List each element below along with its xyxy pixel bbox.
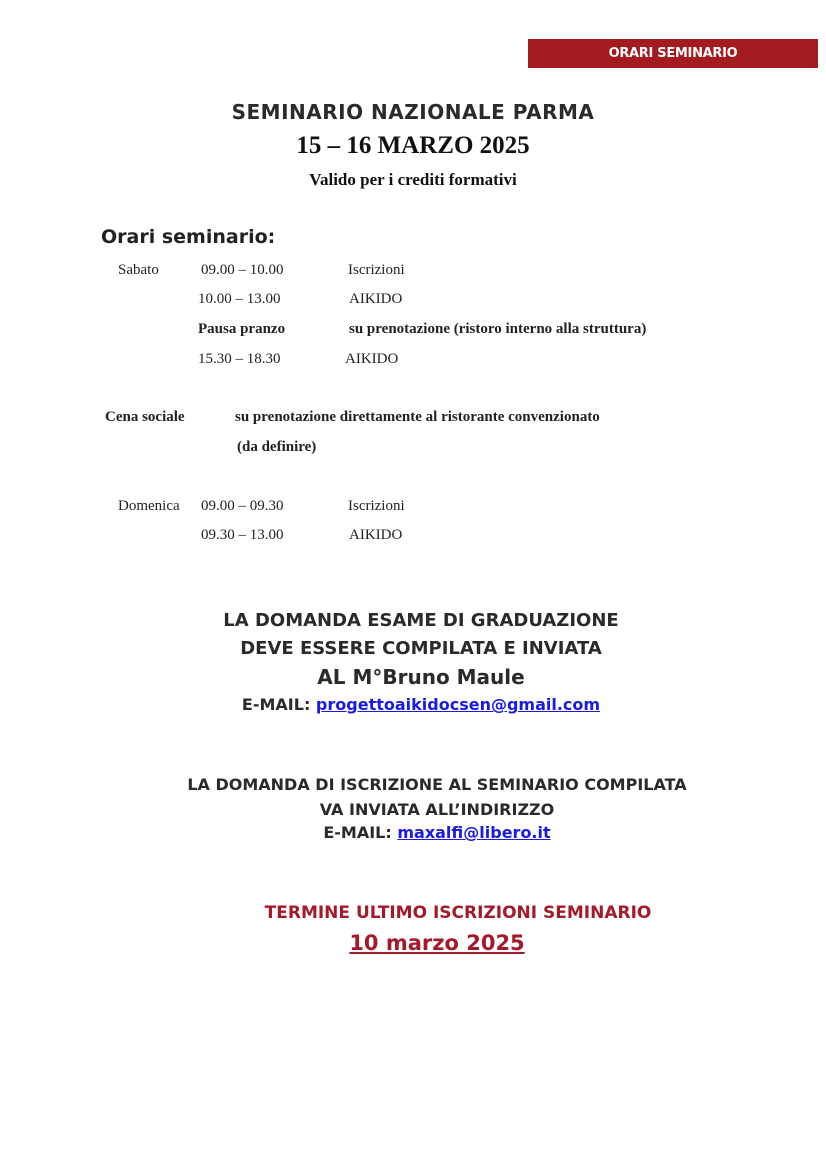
schedule-heading: Orari seminario: (101, 226, 276, 248)
schedule-activity: AIKIDO (349, 291, 403, 307)
graduation-line-1: LA DOMANDA ESAME DI GRADUAZIONE (223, 610, 619, 631)
lunch-break-label: Pausa pranzo (198, 321, 286, 337)
schedule-activity: Iscrizioni (348, 498, 405, 514)
sunday-label: Domenica (118, 498, 180, 514)
email-label: E-MAIL: (241, 695, 311, 714)
schedule-time: 09.00 – 09.30 (201, 498, 284, 514)
registration-line-2: VA INVIATA ALL’INDIRIZZO (319, 800, 555, 819)
registration-line-1: LA DOMANDA DI ISCRIZIONE AL SEMINARIO COMPILATA (187, 775, 687, 794)
dinner-text: su prenotazione direttamente al ristorante convenzionato (235, 409, 600, 425)
schedule-activity: AIKIDO (349, 527, 403, 543)
event-title: SEMINARIO NAZIONALE PARMA (231, 100, 595, 124)
registration-email-link[interactable]: maxalfi@libero.it (397, 823, 551, 842)
event-dates: 15 – 16 MARZO 2025 (296, 132, 530, 159)
schedule-activity: Iscrizioni (348, 262, 405, 278)
schedule-time: 09.00 – 10.00 (201, 262, 284, 278)
saturday-label: Sabato (118, 262, 159, 278)
dinner-note: (da definire) (237, 439, 317, 455)
schedule-time: 09.30 – 13.00 (201, 527, 284, 543)
graduation-email-line (8, 695, 826, 714)
deadline-date: 10 marzo 2025 (349, 931, 525, 955)
registration-email-line (24, 823, 826, 842)
credits-note: Valido per i crediti formativi (309, 170, 517, 189)
schedule-time: 15.30 – 18.30 (198, 351, 281, 367)
graduation-line-3: AL M°Bruno Maule (317, 665, 525, 689)
header-tab: ORARI SEMINARIO (528, 39, 818, 68)
email-label: E-MAIL: (323, 823, 392, 842)
deadline-label: TERMINE ULTIMO ISCRIZIONI SEMINARIO (264, 903, 652, 923)
graduation-email-link[interactable]: progettoaikidocsen@gmail.com (315, 695, 601, 714)
dinner-label: Cena sociale (105, 409, 185, 425)
schedule-time: 10.00 – 13.00 (198, 291, 281, 307)
lunch-break-note: su prenotazione (ristoro interno alla struttura) (349, 321, 647, 337)
schedule-activity: AIKIDO (345, 351, 399, 367)
graduation-line-2: DEVE ESSERE COMPILATA E INVIATA (240, 638, 602, 659)
